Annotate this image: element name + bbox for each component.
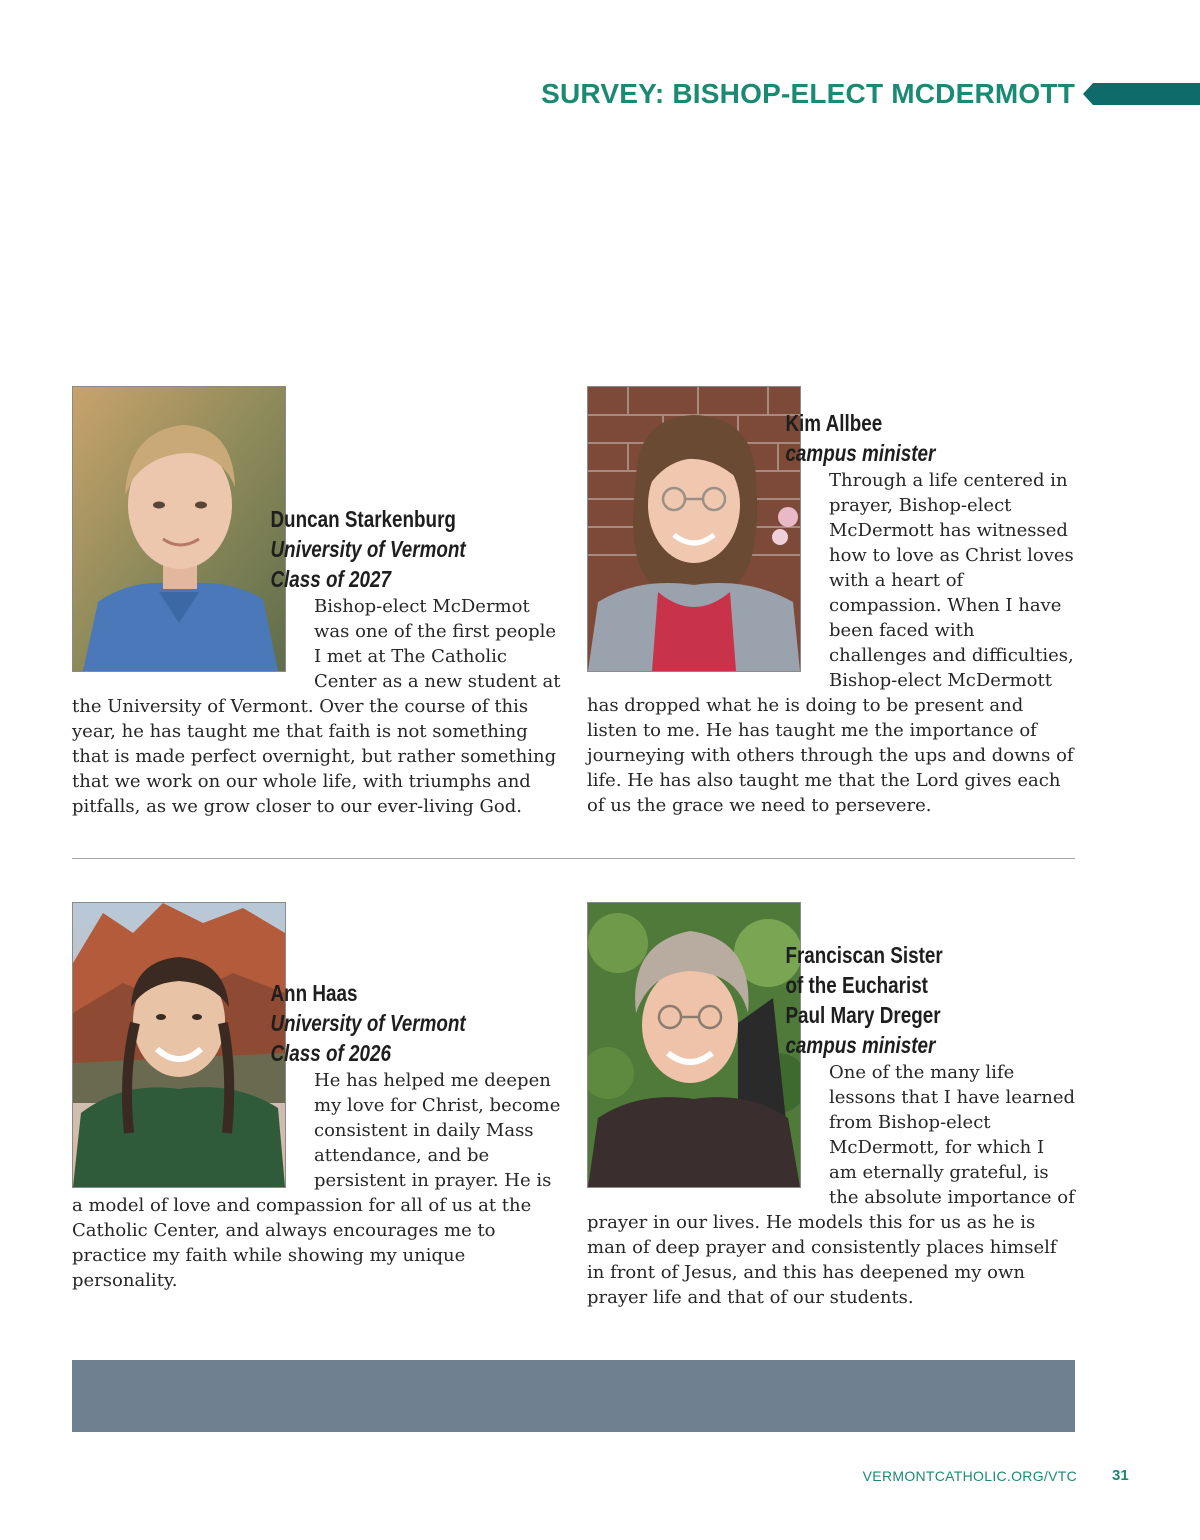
- testimonial-text: Bishop-elect McDermot was one of the first people I met at The Catholic Center as a new student at the University of Vermont. Over the course of this year, he has taught me that faith is not something that is made perfect overnight, but rather something that we work on our whole life, with triumphs and pitfalls, as we grow closer to our ever-living God.: [72, 596, 561, 817]
- person-role-line: campus minister: [785, 1032, 936, 1058]
- person-class-line: Class of 2026: [270, 1040, 392, 1066]
- person-role-line: campus minister: [785, 440, 936, 466]
- testimonial-text: Through a life centered in prayer, Bishop-elect McDermott has witnessed how to love as Christ loves with a heart of compassion. When I have been faced with challenges and difficulties, Bishop-elect McDermott has dropped what he is doing to be present and listen to me. He has taught me the importance of journeying with others through the ups and downs of life. He has also taught me that the Lord gives each of us the grace we need to persevere.: [587, 470, 1074, 816]
- person-name-line: Kim Allbee: [785, 410, 883, 436]
- person-affiliation-line: University of Vermont: [270, 536, 466, 562]
- person-name-line: Ann Haas: [270, 980, 358, 1006]
- footer-banner: [72, 1360, 1075, 1432]
- testimonial-text: One of the many life lessons that I have learned from Bishop-elect McDermott, for which I am eternally grateful, is the absolute importance of prayer in our lives. He models this for us as he is man of deep prayer and consistently places himself in front of Jesus, and this has deepened my own prayer life and that of our students.: [587, 1062, 1075, 1308]
- page-number: 31: [1112, 1467, 1129, 1484]
- person-name-line: Franciscan Sister: [785, 942, 943, 968]
- profile-duncan-starkenburg: [72, 386, 562, 846]
- profile-ann-haas: [72, 902, 562, 1362]
- profile-paul-mary-dreger: [587, 902, 1077, 1362]
- testimonial-text: He has helped me deepen my love for Christ, become consistent in daily Mass attendance, and be persistent in prayer. He is a model of love and compassion for all of us at the Catholic Center, and always encourages me to practice my faith while showing my unique personality.: [72, 1070, 561, 1291]
- section-title: SURVEY: BISHOP-ELECT MCDERMOTT: [541, 78, 1075, 109]
- person-class-line: Class of 2027: [270, 566, 392, 592]
- section-divider: [72, 858, 1075, 859]
- person-name-line: Paul Mary Dreger: [785, 1002, 941, 1028]
- person-name-line: of the Eucharist: [785, 972, 928, 998]
- footer-website-link[interactable]: VERMONTCATHOLIC.ORG/VTC: [862, 1468, 1077, 1484]
- section-tab-marker: [1083, 83, 1200, 105]
- person-affiliation-line: University of Vermont: [270, 1010, 466, 1036]
- person-name-line: Duncan Starkenburg: [270, 506, 456, 532]
- profile-kim-allbee: [587, 386, 1077, 846]
